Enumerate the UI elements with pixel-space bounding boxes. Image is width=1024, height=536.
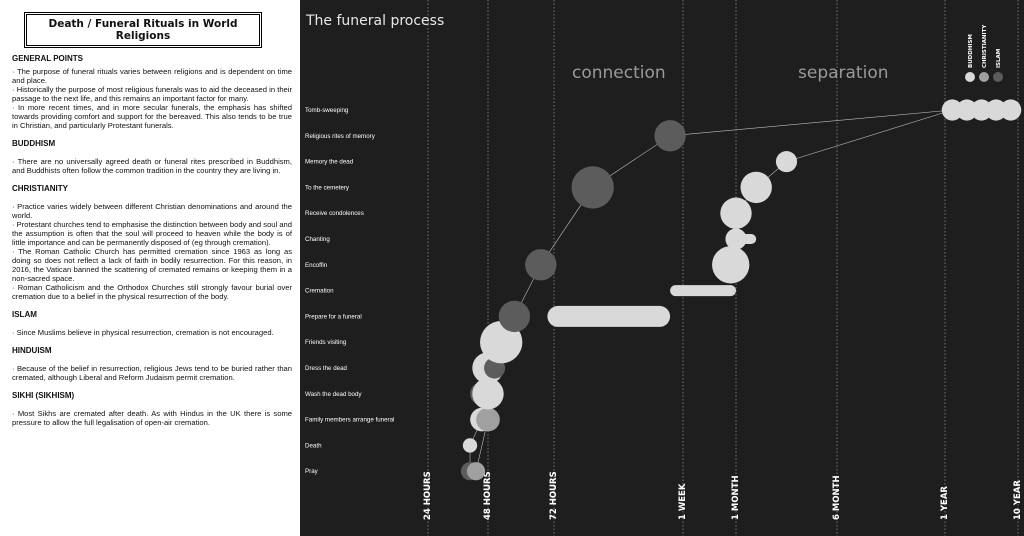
bubble <box>499 301 530 332</box>
section-paragraph: · In more recent times, and in more secular funerals, the emphasis has shifted towards providing comfort and support for the bereaved. This also tends to be true in Christian, and particularly Protestant funerals. <box>12 103 292 130</box>
row-label: Wash the dead body <box>305 390 362 398</box>
x-tick-label: 1 MONTH <box>731 475 741 520</box>
section-paragraph: · Since Muslims believe in physical resurrection, cremation is not encouraged. <box>12 328 274 337</box>
section-paragraph: · Because of the belief in resurrection, religious Jews tend to be buried rather than cremated, although Liberal and Reform Judaism permit cremation. <box>12 364 292 382</box>
row-label: Encoffin <box>305 261 328 269</box>
text-panel <box>0 0 300 536</box>
row-label: Dress the dead <box>305 365 347 372</box>
legend-swatch <box>993 72 1003 82</box>
section-heading: SIKHI (SIKHISM) <box>12 391 75 400</box>
section-heading: ISLAM <box>12 310 37 319</box>
row-label: Chanting <box>305 236 330 243</box>
section-heading: HINDUISM <box>12 346 52 355</box>
bubble <box>654 120 685 151</box>
bubble <box>467 462 485 480</box>
chart-title: The funeral process <box>306 13 445 29</box>
x-tick-label: 48 HOURS <box>483 471 493 520</box>
section-heading: BUDDHISM <box>12 139 56 148</box>
bubble <box>720 198 751 229</box>
legend-label: ISLAM <box>996 48 1002 68</box>
section-paragraph: · Most Sikhs are cremated after death. As with Hindus in the UK there is some pressure to allow the full legalisation of open-air cremation. <box>12 409 292 427</box>
legend-label: BUDDHISM <box>968 34 974 68</box>
legend-label: CHRISTIANITY <box>982 24 988 68</box>
x-tick-label: 10 YEAR <box>1013 480 1023 520</box>
row-label: Friends visiting <box>305 339 347 347</box>
bubble <box>572 166 614 208</box>
document-title-box <box>24 12 262 48</box>
section-paragraph: · Historically the purpose of most religious funerals was to aid the deceased in their passage to the next life, and this remains an important factor for many. <box>12 85 292 103</box>
range-bar <box>670 285 736 296</box>
legend-swatch <box>965 72 975 82</box>
x-tick-label: 24 HOURS <box>423 471 433 520</box>
section-paragraph: · The purpose of funeral rituals varies between religions and is dependent on time and place. <box>12 67 292 85</box>
bubble <box>725 228 746 249</box>
row-label: Religious rites of memory <box>305 132 375 140</box>
bubble <box>463 438 477 452</box>
row-label: Memory the dead <box>305 158 354 166</box>
section-heading: CHRISTIANITY <box>12 184 68 193</box>
section-paragraph: · There are no universally agreed death or funeral rites prescribed in Buddhism, and Buddhists often follow the common tradition in the country they are living in. <box>12 157 292 175</box>
row-label: Receive condolences <box>305 210 364 218</box>
row-label: Family members arrange funeral <box>305 416 395 424</box>
section-paragraph: · Protestant churches tend to emphasise the distinction between body and soul and the assumption is often that the soul will proceed to heaven while the body is of little importance and can be permanently disposed of (eg through cremation). <box>12 220 292 247</box>
legend-swatch <box>979 72 989 82</box>
x-tick-label: 1 YEAR <box>940 486 950 520</box>
range-bar <box>547 306 670 327</box>
bubble <box>1000 99 1021 120</box>
bubble <box>476 408 500 432</box>
row-label: Prepare for a funeral <box>305 313 362 321</box>
bubble <box>525 249 556 280</box>
bubble <box>712 246 749 283</box>
section-paragraph: · Practice varies widely between different Christian denominations and around the world. <box>12 202 292 220</box>
bubble <box>776 151 797 172</box>
bubble <box>741 172 772 203</box>
document-title: Death / Funeral Rituals in World Religions <box>26 14 260 46</box>
section-paragraph: · Roman Catholicism and the Orthodox Churches still strongly favour burial over cremation due to a belief in the physical resurrection of the body. <box>12 283 292 301</box>
section-paragraph: · The Roman Catholic Church has permitted cremation since 1963 as long as doing so does not reflect a lack of faith in bodily resurrection. For this reason, in 2016, the Vatican banned the scattering of cremated remains or keeping them in a non-sacred space. <box>12 247 292 283</box>
x-tick-label: 1 WEEK <box>678 483 688 520</box>
row-label: Death <box>305 442 322 450</box>
phase-label: separation <box>798 63 889 83</box>
x-tick-label: 6 MONTH <box>832 475 842 520</box>
sections <box>12 54 292 427</box>
row-label: Pray <box>305 468 318 476</box>
funeral-process-chart <box>300 0 1024 536</box>
row-label: Tomb-sweeping <box>305 107 349 114</box>
x-tick-label: 72 HOURS <box>549 471 559 520</box>
row-label: Cremation <box>305 287 334 295</box>
phase-label: connection <box>572 63 666 83</box>
section-heading: GENERAL POINTS <box>12 54 83 63</box>
chart-panel <box>300 0 1024 536</box>
row-label: To the cemetery <box>305 184 350 192</box>
